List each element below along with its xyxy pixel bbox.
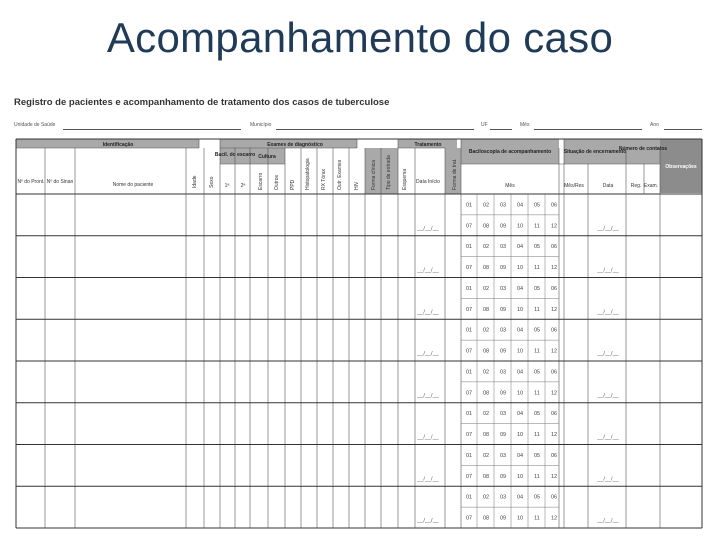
form-heading: Registro de pacientes e acompanhamento de tratamento dos casos de tuberculose <box>14 97 390 108</box>
month-number: 05 <box>533 411 541 418</box>
hdr-esquema: Esquema <box>402 168 408 190</box>
month-number: 12 <box>550 390 558 397</box>
start-date-placeholder: __/__/__ <box>417 476 439 483</box>
hdr-idade: Idade <box>192 175 198 188</box>
month-number: 05 <box>533 494 541 501</box>
hdr-amostra2: 2ª <box>240 183 246 189</box>
month-number: 02 <box>482 411 490 418</box>
month-number: 06 <box>550 244 558 251</box>
month-number: 02 <box>482 285 490 292</box>
month-number: 02 <box>482 244 490 251</box>
month-number: 07 <box>465 515 473 522</box>
month-number: 01 <box>465 327 473 334</box>
month-number: 07 <box>465 223 473 230</box>
month-number: 11 <box>534 265 540 272</box>
month-number: 09 <box>499 473 507 480</box>
body-cells <box>416 202 619 524</box>
meta-field-mes: Mês <box>520 122 530 128</box>
closure-date-placeholder: __/__/__ <box>597 518 619 524</box>
month-number: 08 <box>482 390 490 397</box>
month-number: 06 <box>550 411 558 418</box>
closure-date-placeholder: __/__/__ <box>597 476 619 483</box>
month-number: 04 <box>516 411 524 418</box>
hdr-escarro: Escarro <box>258 172 264 190</box>
month-number: 04 <box>516 202 524 209</box>
month-number: 07 <box>465 348 473 355</box>
month-number: 03 <box>499 244 507 251</box>
month-number: 04 <box>516 285 524 292</box>
month-number: 04 <box>516 327 524 334</box>
header-band-forma-tipo <box>365 148 398 194</box>
month-number: 04 <box>516 452 524 459</box>
month-number: 06 <box>550 285 558 292</box>
month-number: 03 <box>499 285 507 292</box>
month-number: 08 <box>482 306 490 313</box>
closure-date-placeholder: __/__/__ <box>597 434 619 441</box>
month-number: 10 <box>516 348 524 355</box>
hdr-rx-torax: RX Tórax <box>321 168 327 190</box>
closure-date-placeholder: __/__/__ <box>597 351 619 357</box>
slide-title: Acompanhamento do caso <box>106 14 614 61</box>
month-number: 11 <box>534 515 540 522</box>
month-number: 10 <box>516 265 524 272</box>
hdr-exames: Exames de diagnóstico <box>267 142 323 148</box>
start-date-placeholder: __/__/__ <box>417 434 439 441</box>
month-number: 06 <box>550 494 558 501</box>
month-number: 12 <box>550 473 558 480</box>
month-number: 04 <box>516 369 524 376</box>
month-number: 02 <box>482 494 490 501</box>
hdr-numero-contatos: Número de contatos <box>618 146 668 152</box>
closure-date-placeholder: __/__/__ <box>597 309 619 316</box>
hdr-reg: Reg. <box>630 183 642 189</box>
month-number: 10 <box>516 473 524 480</box>
meta-field-unidade: Unidade de Saúde <box>14 122 56 128</box>
month-number: 09 <box>499 306 507 313</box>
hdr-baciloscopia: Bacil. do escarro <box>214 152 256 158</box>
month-number: 09 <box>499 390 507 397</box>
month-number: 11 <box>534 390 540 397</box>
month-number: 10 <box>516 223 524 230</box>
hdr-mes-resultado: Mês/Res <box>564 183 584 189</box>
month-number: 05 <box>533 452 541 459</box>
month-number: 07 <box>465 265 473 272</box>
hdr-baciloscopia-acomp: Baciloscopia de acompanhamento <box>468 149 552 155</box>
month-number: 12 <box>550 223 558 230</box>
meta-field-municipio: Município <box>250 122 272 128</box>
month-number: 10 <box>516 432 524 439</box>
hdr-mes: Mês <box>505 183 515 189</box>
month-number: 03 <box>499 411 507 418</box>
month-number: 01 <box>465 202 473 209</box>
month-number: 12 <box>550 306 558 313</box>
month-number: 04 <box>516 494 524 501</box>
month-number: 09 <box>499 515 507 522</box>
month-number: 05 <box>533 202 541 209</box>
month-number: 10 <box>516 306 524 313</box>
hdr-nprontuario: Nº do Pront. <box>17 179 45 185</box>
month-number: 07 <box>465 473 473 480</box>
month-number: 03 <box>499 494 507 501</box>
month-number: 12 <box>550 348 558 355</box>
month-number: 08 <box>482 265 490 272</box>
month-number: 06 <box>550 202 558 209</box>
hdr-identificacao: Identificação <box>102 142 134 148</box>
month-number: 01 <box>465 452 473 459</box>
month-number: 10 <box>516 515 524 522</box>
month-number: 05 <box>533 285 541 292</box>
month-number: 09 <box>499 223 507 230</box>
hdr-tipo-entrada: Tipo de entrada <box>386 155 392 190</box>
month-number: 09 <box>499 265 507 272</box>
month-number: 11 <box>534 473 540 480</box>
hdr-tratamento: Tratamento <box>414 142 442 148</box>
hdr-outros-exames: Outr. Exames <box>337 159 343 190</box>
month-number: 12 <box>550 515 558 522</box>
month-number: 11 <box>534 306 540 313</box>
month-number: 03 <box>499 327 507 334</box>
grid-lines <box>16 139 702 528</box>
hdr-nsinan: Nº do Sinan <box>46 179 74 185</box>
month-number: 03 <box>499 202 507 209</box>
hdr-cultura: Cultura <box>258 154 276 160</box>
month-number: 02 <box>482 452 490 459</box>
hdr-data-inicio: Data Início <box>416 179 440 185</box>
hdr-exam: Exam. <box>643 183 659 189</box>
month-number: 06 <box>550 327 558 334</box>
hdr-sexo: Sexo <box>209 176 215 188</box>
month-number: 09 <box>499 432 507 439</box>
start-date-placeholder: __/__/__ <box>417 309 439 316</box>
hdr-nome: Nome do paciente <box>112 182 154 188</box>
start-date-placeholder: __/__/__ <box>417 267 439 274</box>
month-number: 08 <box>482 515 490 522</box>
hdr-histopatologia: Histopatologia <box>305 158 311 190</box>
month-number: 05 <box>533 327 541 334</box>
month-number: 02 <box>482 327 490 334</box>
month-number: 01 <box>465 369 473 376</box>
month-number: 12 <box>550 265 558 272</box>
month-number: 08 <box>482 223 490 230</box>
closure-date-placeholder: __/__/__ <box>597 267 619 274</box>
month-number: 08 <box>482 473 490 480</box>
hdr-data: Data <box>602 183 614 189</box>
closure-date-placeholder: __/__/__ <box>597 392 619 399</box>
hdr-forma-clinica: Forma clínica <box>371 159 377 190</box>
month-number: 07 <box>465 432 473 439</box>
month-number: 05 <box>533 369 541 376</box>
month-number: 01 <box>465 494 473 501</box>
month-number: 08 <box>482 348 490 355</box>
hdr-ppd: PPD <box>290 179 296 190</box>
month-number: 03 <box>499 452 507 459</box>
month-number: 03 <box>499 369 507 376</box>
month-number: 01 <box>465 411 473 418</box>
month-number: 06 <box>550 452 558 459</box>
month-number: 11 <box>534 432 540 439</box>
month-number: 04 <box>516 244 524 251</box>
month-number: 01 <box>465 244 473 251</box>
hdr-situacao: Situação de encerramento <box>563 149 627 155</box>
meta-field-ano: Ano <box>650 122 659 128</box>
closure-date-placeholder: __/__/__ <box>597 225 619 232</box>
hdr-forma-trat: Forma de trat. <box>452 158 458 190</box>
hdr-amostra1: 1ª <box>224 183 230 189</box>
month-number: 01 <box>465 285 473 292</box>
start-date-placeholder: __/__/__ <box>417 351 439 357</box>
month-number: 02 <box>482 202 490 209</box>
hdr-outros: Outros <box>274 174 280 190</box>
month-number: 11 <box>534 223 540 230</box>
month-number: 07 <box>465 306 473 313</box>
month-number: 09 <box>499 348 507 355</box>
start-date-placeholder: __/__/__ <box>417 225 439 232</box>
hdr-observacoes: Observações <box>665 164 697 170</box>
month-number: 12 <box>550 432 558 439</box>
month-number: 11 <box>534 348 540 355</box>
month-number: 07 <box>465 390 473 397</box>
meta-field-uf: UF <box>481 122 488 128</box>
month-number: 06 <box>550 369 558 376</box>
month-number: 05 <box>533 244 541 251</box>
start-date-placeholder: __/__/__ <box>417 518 439 524</box>
hdr-hiv: HIV <box>354 181 360 190</box>
start-date-placeholder: __/__/__ <box>417 392 439 399</box>
month-number: 10 <box>516 390 524 397</box>
month-number: 08 <box>482 432 490 439</box>
month-number: 02 <box>482 369 490 376</box>
